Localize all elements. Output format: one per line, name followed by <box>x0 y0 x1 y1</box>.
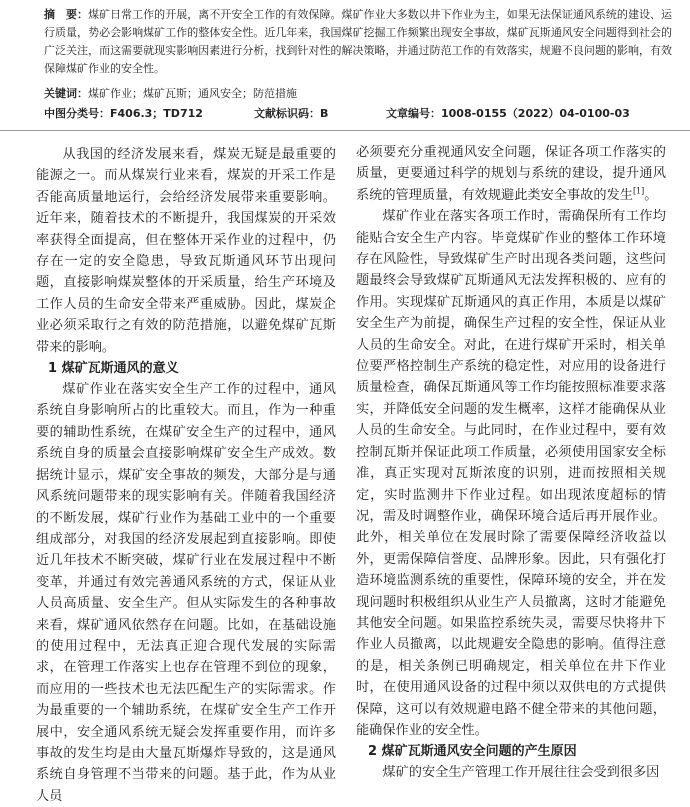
abstract-text: 煤矿日常工作的开展，离不开安全工作的有效保障。煤矿作业大多数以井下作业为主，如果无法保证通风系统的建设、运行质量，势必会影响煤矿工作的整体安全性。近几年来，我国煤矿挖掘工作频繁出现安全事故，煤矿瓦斯通风安全问题得到社会的广泛关注，而这需要就现实影响因素进行分析，找到针对性的解决策略，并通过防范工作的有效落实，规避不良问题的影响，有效保障煤矿作业的安全性。 <box>44 8 673 75</box>
citation-ref-1[interactable]: [1] <box>632 186 645 196</box>
section-heading-1: 1 煤矿瓦斯通风的意义 <box>48 361 179 377</box>
keywords-label: 关键词： <box>44 87 88 100</box>
keywords <box>44 86 672 102</box>
section1-paragraph-2: 煤矿作业在落实各项工作时，需确保所有工作均能贴合安全生产内容。毕竟煤矿作业的整体工作环境存在风险性，导致煤矿生产时出现各类问题，这些问题最终会导致煤矿瓦斯通风无法发挥积极的、应有的作用。实现煤矿瓦斯通风的真正作用，本质是以煤矿安全生产为前提，确保生产过程的安全性，保证从业人员的生命安全。对此，在进行煤矿开采时，相关单位要严格控制生产系统的稳定性，对应用的设备进行质量检查，确保瓦斯通风等工作均能按照标准要求落实，并降低安全问题的发生概率，这样才能确保从业人员的生命安全。与此同时，在作业过程中，要有效控制瓦斯并保证此项工作质量，必须使用国家安全标准，真正实现对瓦斯浓度的识别，进而按照相关规定，实时监测井下作业过程。如出现浓度超标的情况，需及时调整作业，确保环境合适后再开展作业。此外，相关单位在发展时除了需要保障经济收益以外，更需保障信誉度、品牌形象。因此，只有强化打造环境监测系统的重要性，保障环境的安全，并在发现问题时积极组织从业生产人员撤离，这时才能避免其他安全问题。如果监控系统失灵，需要尽快将井下作业人员撤离，以此规避安全隐患的影响。值得注意的是，相关条例已明确规定，相关单位在井下作业时，在使用通风设备的过程中须以双供电的方式提供保障，这可以有效规避电路不健全带来的其他问题，能确保作业的安全性。 <box>356 209 666 738</box>
continued-text: 必须要充分重视通风安全问题，保证各项工作落实的质量，更要通过科学的规划与系统的建设，提升通风系统的管理质量，有效规避此类安全事故的发生 <box>356 145 666 203</box>
article-number: 文章编号：1008-0155（2022）04-0100-03 <box>386 107 630 120</box>
section2-paragraph: 煤矿的安全生产管理工作开展往往会受到很多因 <box>382 765 660 781</box>
document-code: 文献标识码：B <box>254 107 329 120</box>
right-column <box>356 142 666 784</box>
section-heading-2: 2 煤矿瓦斯通风安全问题的产生原因 <box>368 744 577 760</box>
continued-paragraph <box>356 142 666 206</box>
left-column <box>36 144 336 807</box>
abstract <box>44 6 672 78</box>
keywords-text: 煤矿作业；煤矿瓦斯；通风安全；防范措施 <box>88 87 297 100</box>
clc-number: 中图分类号：F406.3；TD712 <box>44 107 203 120</box>
intro-paragraph: 从我国的经济发展来看，煤炭无疑是最重要的能源之一。而从煤炭行业来看，煤炭的开采工作是否能高质量地运行，会给经济发展带来重要影响。近年来，随着技术的不断提升，我国煤炭的开采效率获得全面提高，但在整体开采作业的过程中，仍存在一定的安全隐患，导致瓦斯通风环节出现问题，直接影响煤炭整体的开采质量，给生产环境及工作人员的生命安全带来严重威胁。因此，煤炭企业必须采取行之有效的防范措施，以避免煤矿瓦斯带来的影响。 <box>36 147 336 355</box>
abstract-label: 摘 要： <box>44 8 89 21</box>
continued-end: 。 <box>644 187 658 203</box>
section1-paragraph: 煤矿作业在落实安全生产工作的过程中，通风系统自身影响所占的比重较大。而且，作为一种重要的辅助性系统，在煤矿安全生产的过程中，通风系统自身的质量会直接影响煤矿安全生产成效。数据统计显示，煤矿安全事故的频发，大部分是与通风系统问题带来的现实影响有关。伴随着我国经济的不断发展，煤矿行业作为基础工业中的一个重要组成部分，对我国的经济发展起到直接影响。即使近几年技术不断突破，煤矿行业在发展过程中不断变革，并通过有效完善通风系统的方式，保证从业人员高质量、安全生产。但从实际发生的各种事故来看，煤矿通风依然存在问题。比如，在基础设施的使用过程中，无法真正迎合现代发展的实际需求，在管理工作落实上也存在管理不到位的现象，而应用的一些技术也无法匹配生产的实际需求。作为最重要的一个辅助系统，在煤矿安全生产工作开展中，安全通风系统无疑会发挥重要作用，而许多事故的发生均是由大量瓦斯爆炸导致的，这是通风系统自身管理不当带来的问题。基于此，作为从业人员 <box>36 382 336 804</box>
header-divider <box>0 130 690 131</box>
